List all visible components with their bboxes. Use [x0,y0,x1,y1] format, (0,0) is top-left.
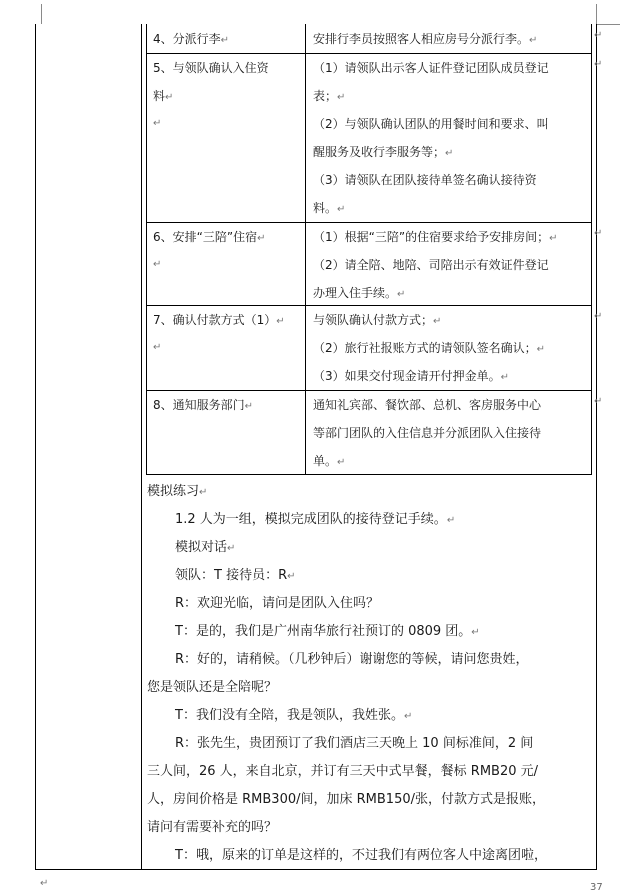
dialogue-line: 请问有需要补充的吗？ [147,820,278,835]
inner-table-row-divider [146,222,592,223]
row-content: 醒服务及收行李服务等；↵ [313,145,454,159]
dialogue-line: 三人间，26 人，来自北京，并订有三天中式早餐，餐标 RMB20 元/ [147,764,539,779]
row-content: 单。↵ [313,454,346,468]
paragraph-mark: ↵ [40,878,49,889]
outer-table-bottom-border [35,869,597,870]
dialogue-line: T：我们没有全陪，我是领队，我姓张。↵ [175,708,413,723]
row-label: 5、与领队确认入住资 [153,61,269,75]
dialogue-line: 您是领队还是全陪呢？ [147,680,278,695]
row-content: （2）请全陪、地陪、司陪出示有效证件登记 [313,258,549,272]
crop-mark [596,24,620,25]
dialogue-line: R：欢迎光临，请问是团队入住吗？ [175,596,380,611]
row-content: 办理入住手续。↵ [313,286,406,300]
inner-table-column-divider [305,24,306,475]
role-legend: 领队：T 接待员：R↵ [175,568,296,583]
row-end-mark: ↵ [594,311,603,322]
row-end-mark: ↵ [594,396,603,407]
dialogue-line: R：好的，请稍候。（几秒钟后）谢谢您的等候，请问您贵姓， [175,652,529,667]
inner-table-left-border [146,24,147,475]
row-content: 等部门团队的入住信息并分派团队入住接待 [313,426,542,440]
row-content: （1）请领队出示客人证件登记团队成员登记 [313,61,549,75]
page-number: 37 [590,882,603,893]
row-content: 通知礼宾部、餐饮部、总机、客房服务中心 [313,398,542,412]
dialogue-line: 人，房间价格是 RMB300/间，加床 RMB150/张，付款方式是报账， [147,792,545,807]
row-label: 4、分派行李↵ [153,32,230,46]
row-label: 7、确认付款方式（1）↵ [153,313,285,327]
instruction-text: 1.2 人为一组，模拟完成团队的接待登记手续。↵ [175,512,456,527]
dialogue-line: T：哦，原来的订单是这样的，不过我们有两位客人中途离团啦， [175,848,547,863]
crop-mark [596,4,597,24]
row-content: 表；↵ [313,89,346,103]
row-label: 6、安排“三陪”住宿↵ [153,230,266,244]
dialogue-line: R：张先生，贵团预订了我们酒店三天晚上 10 间标准间，2 间 [175,736,534,751]
section-heading: 模拟练习↵ [147,484,208,499]
empty-paragraph-mark: ↵ [153,259,162,270]
outer-table-column-divider [141,24,142,870]
outer-table-left-border [35,24,36,870]
inner-table-row-divider [146,390,592,391]
empty-paragraph-mark: ↵ [153,342,162,353]
row-content: （1）根据“三陪”的住宿要求给予安排房间；↵ [313,230,558,244]
row-end-mark: ↵ [594,228,603,239]
row-content: （2）与领队确认团队的用餐时间和要求、叫 [313,117,549,131]
inner-table-row-divider [146,53,592,54]
inner-table-right-border [591,24,592,475]
dialogue-line: T：是的，我们是广州南华旅行社预订的 0809 团。↵ [175,624,480,639]
inner-table-bottom-border [146,474,592,475]
empty-paragraph-mark: ↵ [153,118,162,129]
row-content: 安排行李员按照客人相应房号分派行李。↵ [313,32,538,46]
row-content: 料。↵ [313,201,346,215]
dialogue-heading: 模拟对话↵ [175,540,236,555]
crop-mark [41,4,42,24]
row-content: （3）如果交付现金请开付押金单。↵ [313,369,510,383]
row-label: 8、通知服务部门↵ [153,398,254,412]
row-end-mark: ↵ [594,59,603,70]
inner-table-row-divider [146,305,592,306]
row-label: 料↵ [153,89,174,103]
outer-table-right-border [596,24,597,870]
row-content: （2）旅行社报账方式的请领队签名确认；↵ [313,341,546,355]
row-end-mark: ↵ [594,30,603,41]
row-content: （3）请领队在团队接待单签名确认接待资 [313,173,537,187]
row-content: 与领队确认付款方式；↵ [313,313,442,327]
